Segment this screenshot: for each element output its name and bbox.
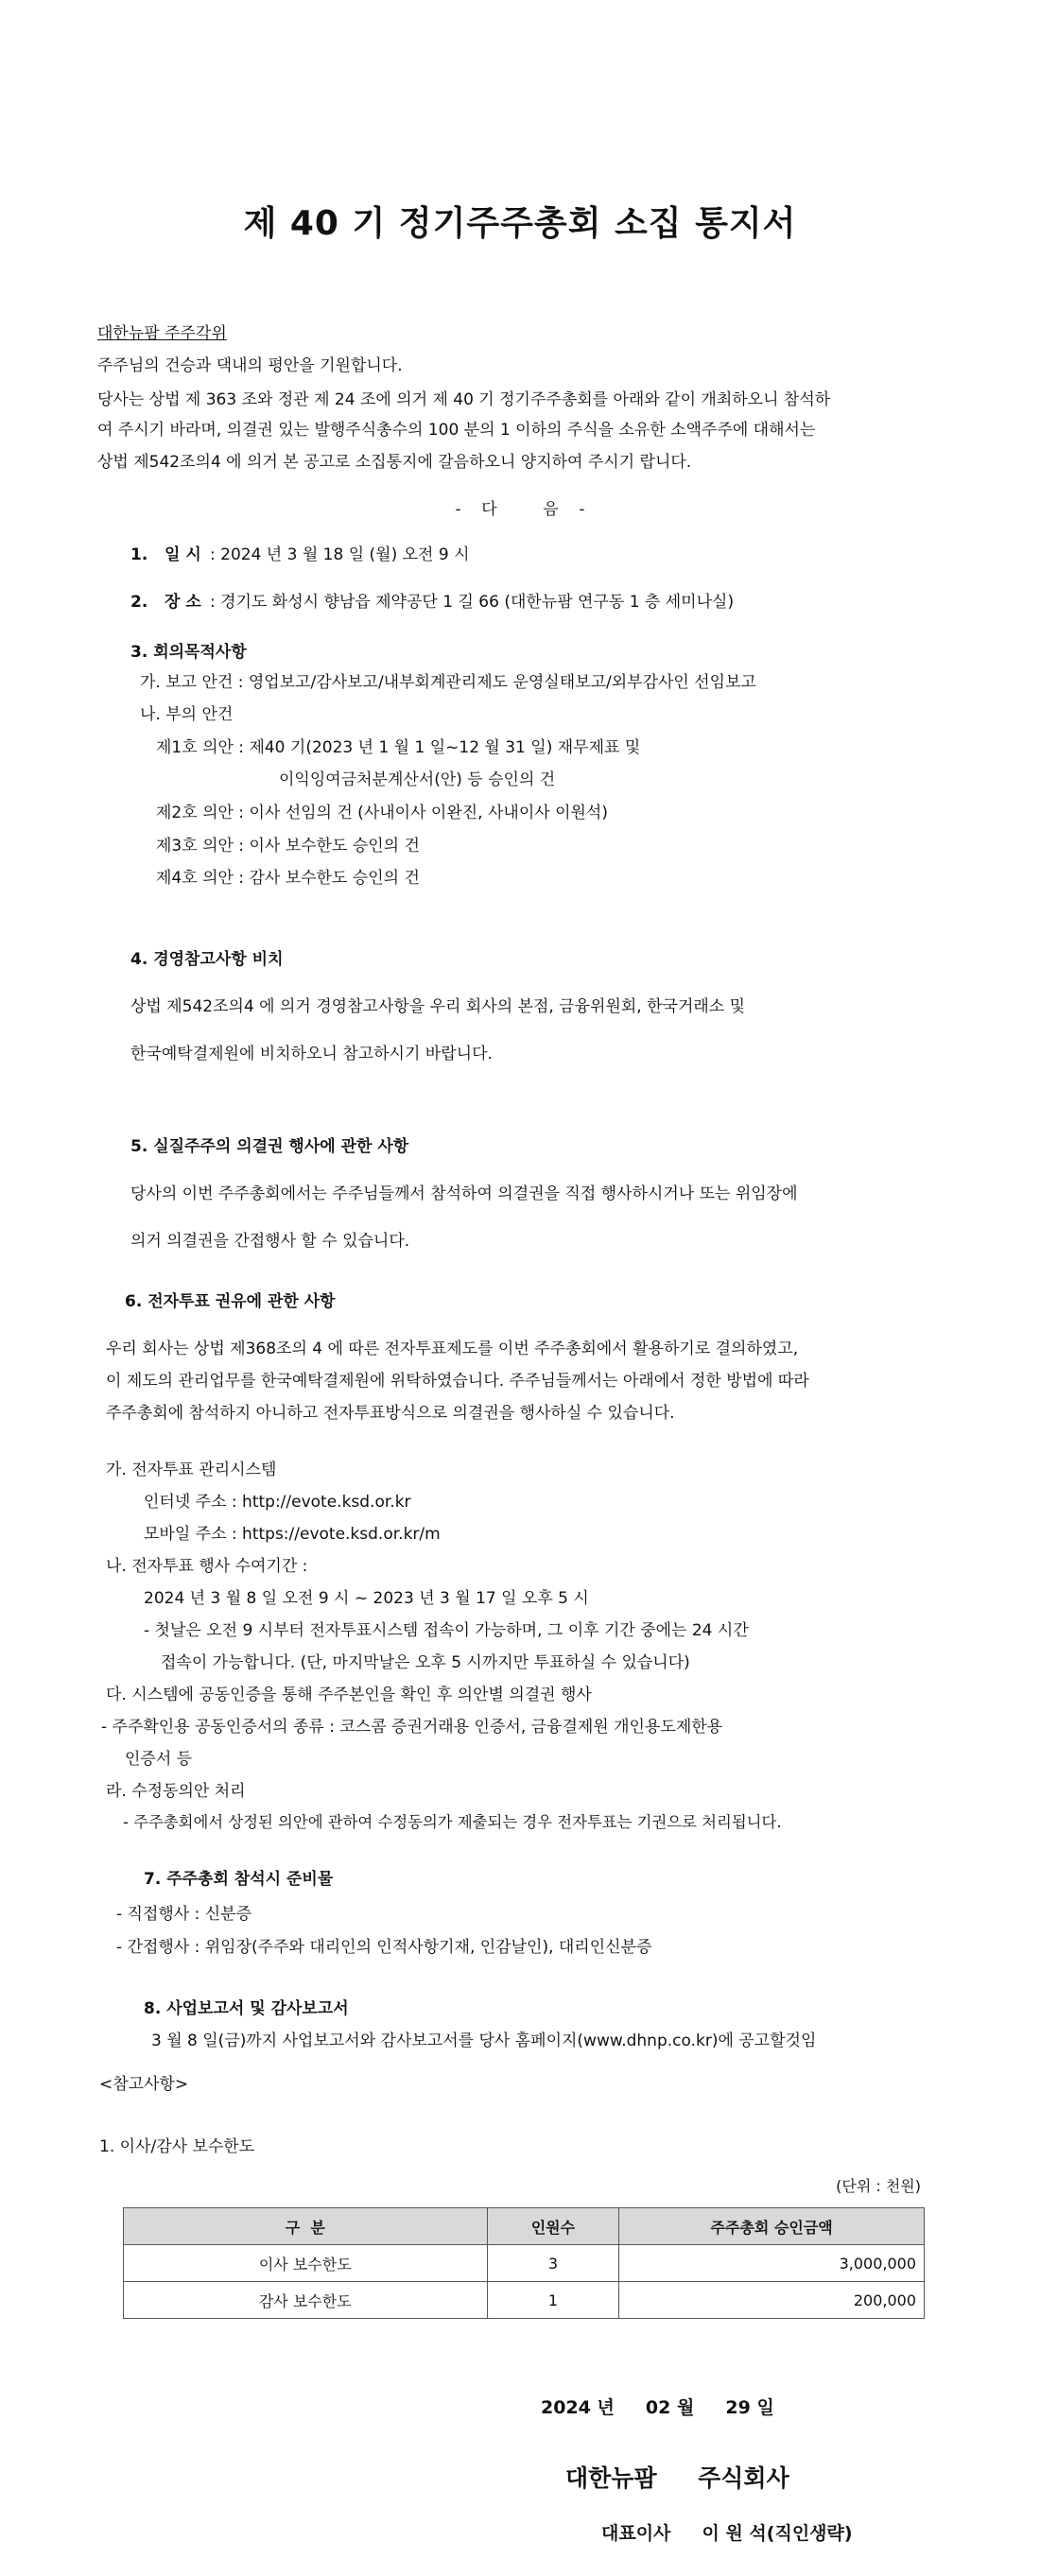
date-label: 1. 일 시 [130, 545, 201, 564]
evote-detail: 다. 시스템에 공동인증을 통해 주주본인을 확인 후 의안별 의결권 행사 [106, 1686, 592, 1704]
table-cell: 1 [487, 2282, 619, 2319]
da-eum-heading: - 다 음 - [455, 500, 585, 519]
evote-detail: 나. 전자투표 행사 수여기간 : [106, 1557, 308, 1576]
section6-line: 우리 회사는 상법 제368조의 4 에 따른 전자투표제도를 이번 주주총회에서 활용하기로 결의하였고, [106, 1340, 799, 1358]
salutation: 대한뉴팜 주주각위 [97, 324, 227, 343]
agenda-line: 제2호 의안 : 이사 선임의 건 (사내이사 이완진, 사내이사 이원석) [156, 804, 608, 822]
intro-line: 주주님의 건승과 댁내의 평안을 기원합니다. [97, 356, 403, 375]
section8-heading: 8. 사업보고서 및 감사보고서 [144, 1999, 349, 2018]
intro-line: 당사는 상법 제 363 조와 정관 제 24 조에 의거 제 40 기 정기주주총회를 아래와 같이 개최하오니 참석하 [97, 390, 831, 409]
place-label: 2. 장 소 [130, 593, 201, 612]
section5-heading: 5. 실질주주의 의결권 행사에 관한 사항 [130, 1137, 409, 1156]
section4-line: 한국예탁결제원에 비치하오니 참고하시기 바랍니다. [130, 1045, 493, 1063]
remuneration-table [123, 2207, 925, 2319]
section4-line: 상법 제542조의4 에 의거 경영참고사항을 우리 회사의 본점, 금융위원회, 한국거래소 및 [130, 997, 746, 1016]
section6-heading: 6. 전자투표 권유에 관한 사항 [125, 1292, 336, 1311]
table-cell: 이사 보수한도 [124, 2245, 488, 2282]
section7-line: - 간접행사 : 위임장(주주와 대리인의 인적사항기재, 인감날인), 대리인신분증 [116, 1938, 652, 1957]
evote-detail: 접속이 가능합니다. (단, 마지막날은 오후 5 시까지만 투표하실 수 있습니다) [161, 1653, 690, 1672]
page-title: 제 40 기 정기주주총회 소집 통지서 [243, 204, 797, 243]
agenda-heading: 3. 회의목적사항 [130, 643, 247, 662]
table-cell: 감사 보수한도 [124, 2282, 488, 2319]
table-cell: 3 [487, 2245, 619, 2282]
evote-internet-url: 인터넷 주소 : http://evote.ksd.or.kr [144, 1493, 411, 1512]
evote-mobile-url: 모바일 주소 : https://evote.ksd.or.kr/m [144, 1525, 441, 1544]
table-row [124, 2245, 925, 2282]
section5-line: 당사의 이번 주주총회에서는 주주님들께서 참석하여 의결권을 직접 행사하시거나 또는 위임장에 [130, 1184, 798, 1203]
ceo-signature: 대표이사 이 원 석(직인생략) [601, 2523, 853, 2544]
intro-line: 상법 제542조의4 에 의거 본 공고로 소집통지에 갈음하오니 양지하여 주시기 랍니다. [97, 453, 692, 472]
section6-line: 주주총회에 참석하지 아니하고 전자투표방식으로 의결권을 행사하실 수 있습니다. [106, 1404, 675, 1423]
evote-detail: - 주주총회에서 상정된 의안에 관하여 수정동의가 제출되는 경우 전자투표는 기권으로 처리됩니다. [123, 1813, 782, 1831]
agenda-line: 제1호 의안 : 제40 기(2023 년 1 월 1 일~12 월 31 일) 재무제표 및 [156, 738, 641, 757]
section8-line: 3 월 8 일(금)까지 사업보고서와 감사보고서를 당사 홈페이지(www.dhnp.co.kr)에 공고할것임 [151, 2031, 817, 2050]
agenda-line: 이익잉여금처분계산서(안) 등 승인의 건 [279, 770, 556, 789]
section7-line: - 직접행사 : 신분증 [116, 1905, 252, 1924]
unit-label: (단위 : 천원) [836, 2177, 921, 2195]
evote-detail: - 주주확인용 공동인증서의 종류 : 코스콤 증권거래용 인증서, 금융결제원 개인용도제한용 [101, 1718, 723, 1737]
evote-detail: 가. 전자투표 관리시스템 [106, 1461, 277, 1479]
intro-line: 여 주시기 바라며, 의결권 있는 발행주식총수의 100 분의 1 이하의 주식을 소유한 소액주주에 대해서는 [97, 421, 816, 440]
notice-date: 2024 년 02 월 29 일 [541, 2397, 774, 2418]
agenda-line: 가. 보고 안건 : 영업보고/감사보고/내부회계관리제도 운영실태보고/외부감사인 선임보고 [140, 673, 756, 692]
table-header-row [124, 2208, 925, 2245]
section6-line: 이 제도의 관리업무를 한국예탁결제원에 위탁하였습니다. 주주님들께서는 아래에서 정한 방법에 따라 [106, 1372, 809, 1391]
section7-heading: 7. 주주총회 참석시 준비물 [144, 1870, 334, 1889]
section5-line: 의거 의결권을 간접행사 할 수 있습니다. [130, 1232, 410, 1251]
table-cell: 200,000 [619, 2282, 925, 2319]
place-value: : 경기도 화성시 향남읍 제약공단 1 길 66 (대한뉴팜 연구동 1 층 세미나실) [210, 593, 735, 612]
table-row [124, 2282, 925, 2319]
evote-period: 2024 년 3 월 8 일 오전 9 시 ~ 2023 년 3 월 17 일 오후 5 시 [144, 1589, 589, 1608]
reference-heading: <참고사항> [99, 2075, 189, 2094]
evote-detail: 인증서 등 [125, 1750, 193, 1769]
evote-detail: - 첫날은 오전 9 시부터 전자투표시스템 접속이 가능하며, 그 이후 기간 중에는 24 시간 [144, 1621, 749, 1640]
column-header: 구 분 [124, 2208, 488, 2245]
table-cell: 3,000,000 [619, 2245, 925, 2282]
column-header: 인원수 [487, 2208, 619, 2245]
column-header: 주주총회 승인금액 [619, 2208, 925, 2245]
agenda-line: 제3호 의안 : 이사 보수한도 승인의 건 [156, 837, 420, 856]
evote-detail: 라. 수정동의안 처리 [106, 1782, 246, 1801]
date-value: : 2024 년 3 월 18 일 (월) 오전 9 시 [210, 545, 470, 564]
agenda-line: 제4호 의안 : 감사 보수한도 승인의 건 [156, 869, 420, 888]
company-name: 대한뉴팜 주식회사 [565, 2464, 789, 2492]
agenda-line: 나. 부의 안건 [140, 705, 234, 724]
reference-subheading: 1. 이사/감사 보수한도 [99, 2137, 255, 2156]
section4-heading: 4. 경영참고사항 비치 [130, 950, 284, 969]
